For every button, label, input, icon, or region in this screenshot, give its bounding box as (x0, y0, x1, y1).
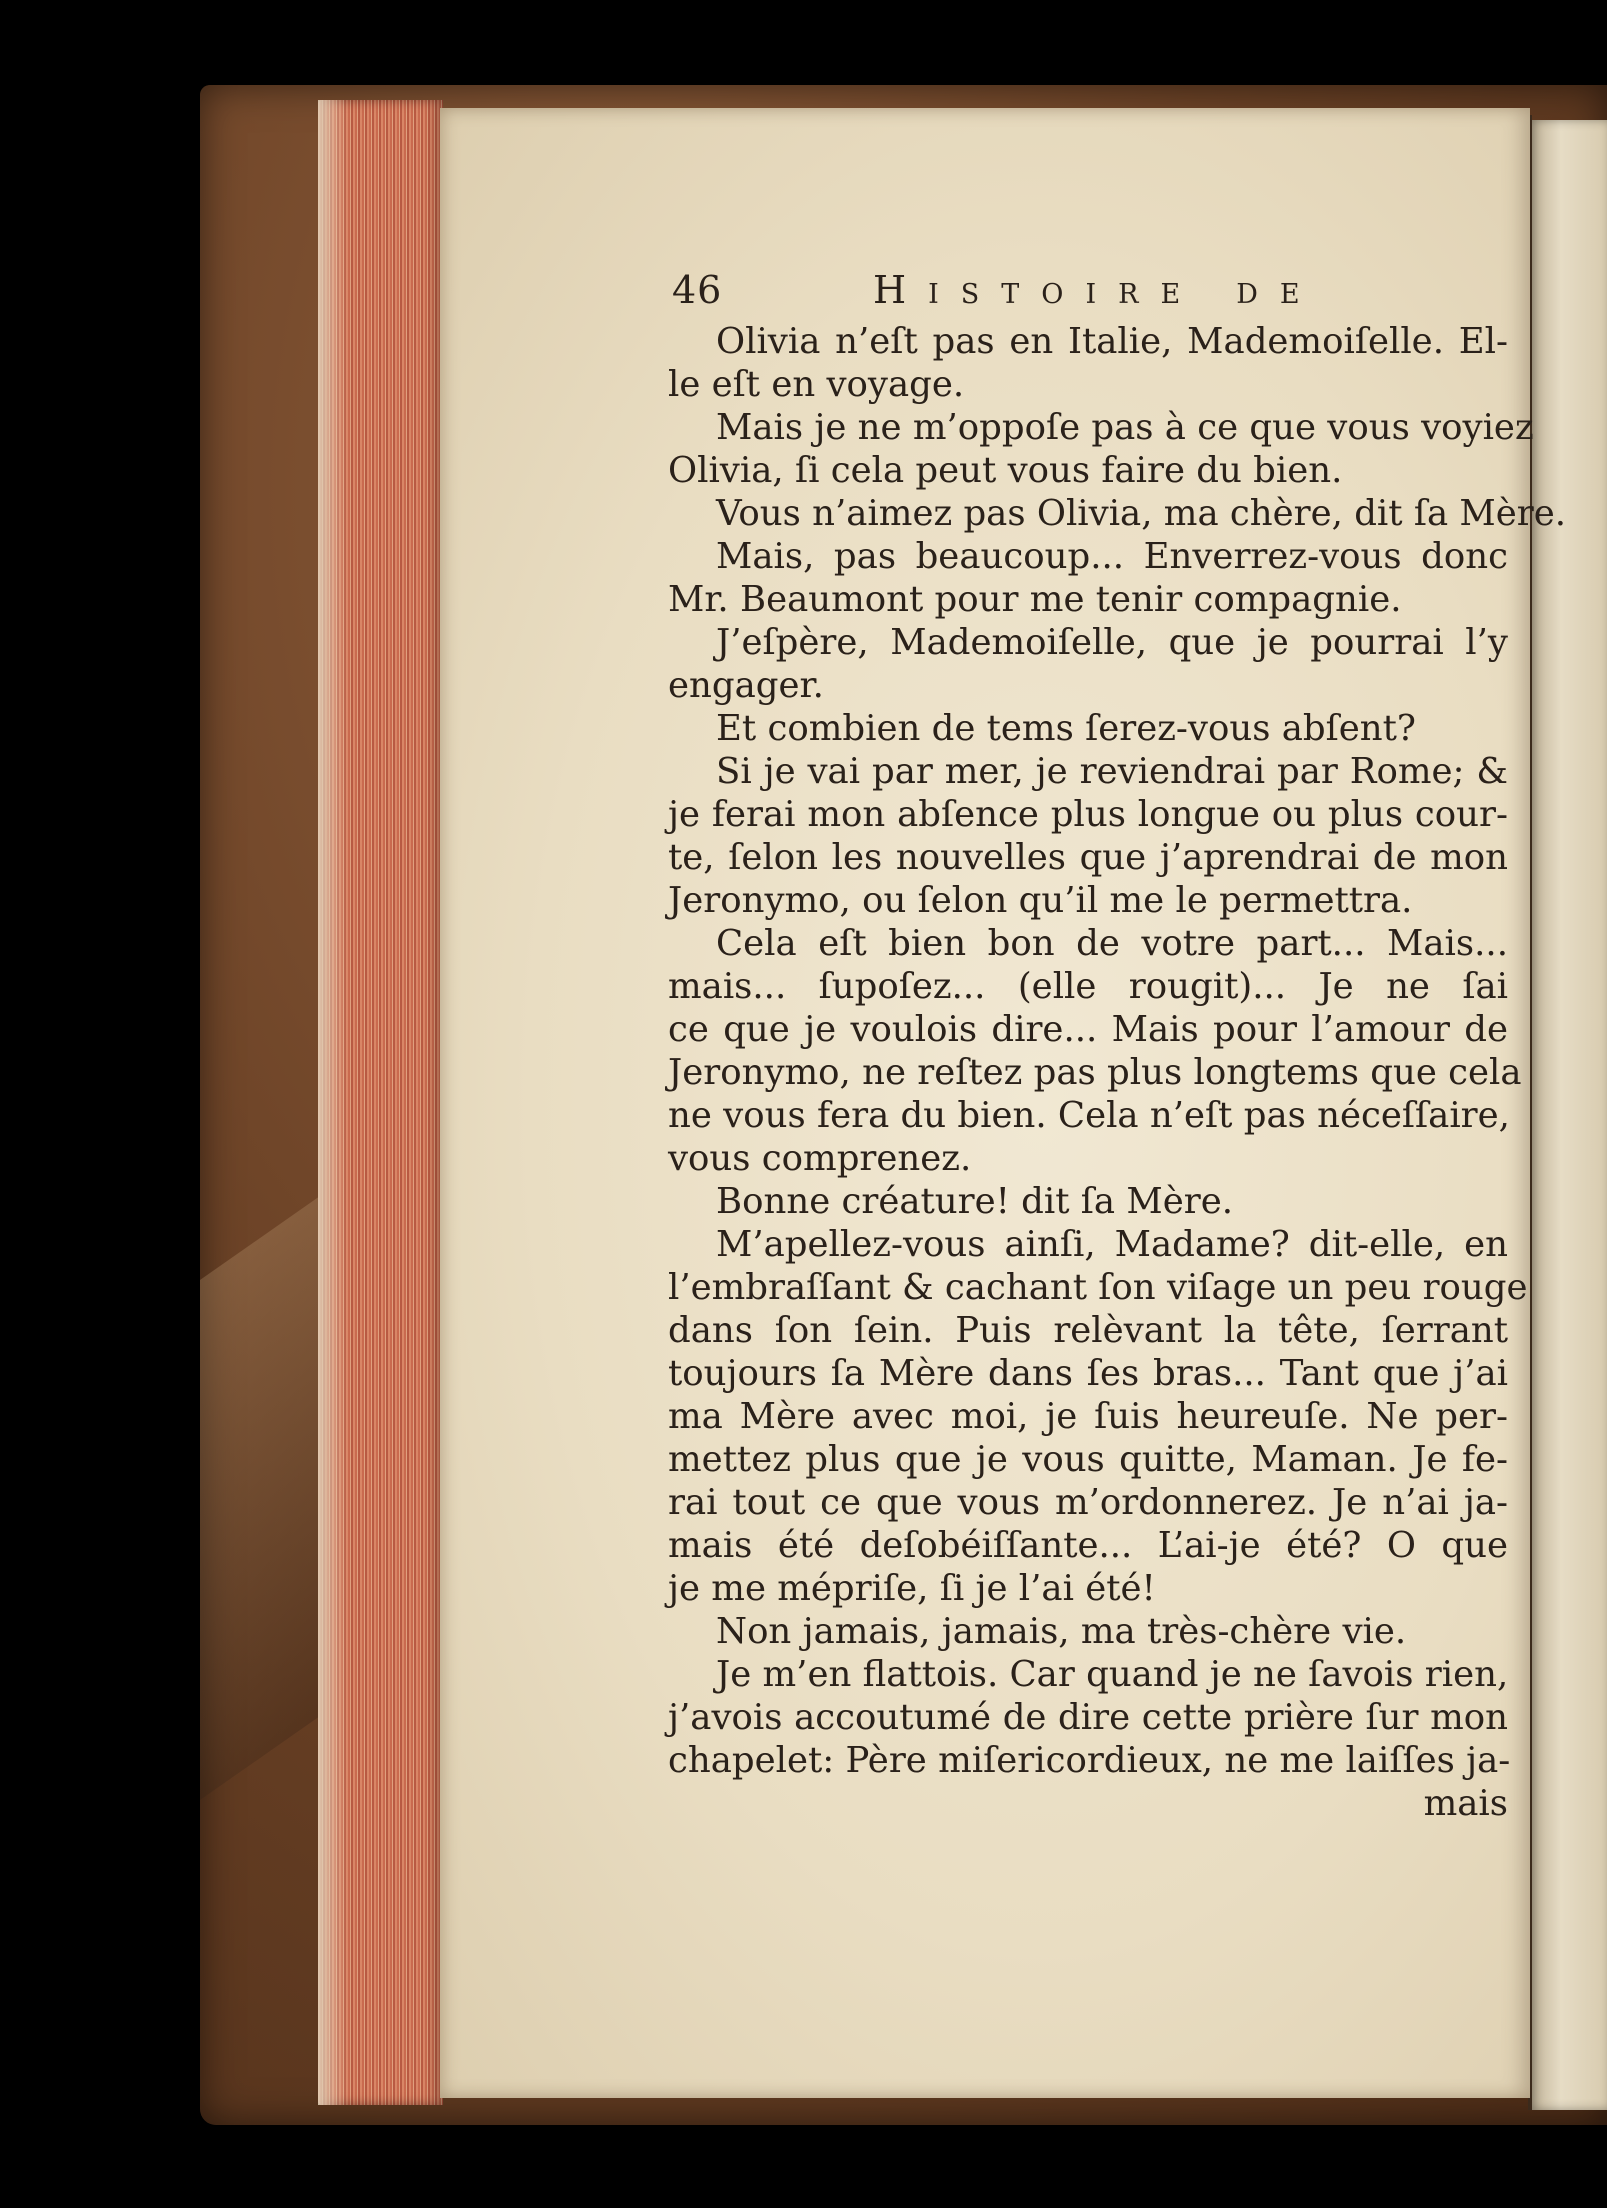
running-head (668, 262, 1508, 320)
text-line: Vous n’aimez pas Olivia, ma chère, dit ſa Mère. (716, 493, 1567, 534)
text-line: le eſt en voyage. (668, 364, 965, 405)
text-line: te, ſelon les nouvelles que j’aprendrai de mon (668, 837, 1508, 878)
running-head-title: Histoire de (873, 268, 1322, 312)
text-line: rai tout ce que vous m’ordonnerez. Je n’ai ja- (668, 1482, 1508, 1523)
text-line: mettez plus que je vous quitte, Maman. Je fe- (668, 1439, 1508, 1480)
text-line: ma Mère avec moi, je ſuis heureuſe. Ne per- (668, 1396, 1508, 1437)
page-number: 46 (672, 268, 723, 312)
text-line: Bonne créature! dit ſa Mère. (716, 1181, 1234, 1222)
text-line: ce que je voulois dire... Mais pour l’amour de (668, 1009, 1508, 1050)
page-edge-highlight (318, 100, 348, 2105)
text-line: engager. (668, 665, 824, 706)
text-line: Si je vai par mer, je reviendrai par Rome; & (716, 751, 1508, 792)
text-line: M’apellez-vous ainſi, Madame? dit-elle, en (716, 1224, 1508, 1265)
text-line: j’avois accoutumé de dire cette prière ſur mon (668, 1697, 1508, 1738)
text-line: je me mépriſe, ſi je l’ai été! (668, 1568, 1156, 1609)
text-line: Mais, pas beaucoup... Enverrez-vous donc (716, 536, 1508, 577)
text-line: mais été deſobéiſſante... L’ai-je été? O que (668, 1525, 1508, 1566)
cover-corner-fold (200, 1189, 330, 1800)
text-line: Jeronymo, ne reſtez pas plus longtems que cela (668, 1052, 1522, 1093)
text-line: Mr. Beaumont pour me tenir compagnie. (668, 579, 1402, 620)
text-line: Olivia, ſi cela peut vous faire du bien. (668, 450, 1343, 491)
facing-page-edge (1530, 120, 1607, 2110)
text-line: mais... ſupoſez... (elle rougit)... Je ne ſai (668, 966, 1508, 1007)
text-line: dans ſon ſein. Puis relèvant la tête, ſerrant (668, 1310, 1508, 1351)
catchword: mais (1423, 1783, 1508, 1824)
text-line: chapelet: Père miſericordieux, ne me laiſſes ja- (668, 1740, 1511, 1781)
text-line: Et combien de tems ſerez-vous abſent? (716, 708, 1416, 749)
text-line: J’eſpère, Mademoiſelle, que je pourrai l’y (716, 622, 1508, 663)
text-line: toujours ſa Mère dans ſes bras... Tant que j’ai (668, 1353, 1508, 1394)
text-line: Je m’en flattois. Car quand je ne ſavois rien, (716, 1654, 1509, 1695)
text-line: Olivia n’eſt pas en Italie, Mademoiſelle. El- (716, 321, 1508, 362)
text-line: vous comprenez. (668, 1138, 972, 1179)
text-line: Jeronymo, ou ſelon qu’il me le permettra. (668, 880, 1413, 921)
text-line: ne vous fera du bien. Cela n’eſt pas néceſſaire, (668, 1095, 1510, 1136)
text-line: Mais je ne m’oppoſe pas à ce que vous voyiez (716, 407, 1534, 448)
page-text-block (668, 262, 1567, 1825)
text-line: Cela eſt bien bon de votre part... Mais... (716, 923, 1508, 964)
text-line: je ferai mon abſence plus longue ou plus cour- (668, 794, 1508, 835)
text-line: Non jamais, jamais, ma très-chère vie. (716, 1611, 1407, 1652)
text-lines (668, 320, 1567, 1782)
text-line: l’embraſſant & cachant ſon viſage un peu rouge (668, 1267, 1528, 1308)
